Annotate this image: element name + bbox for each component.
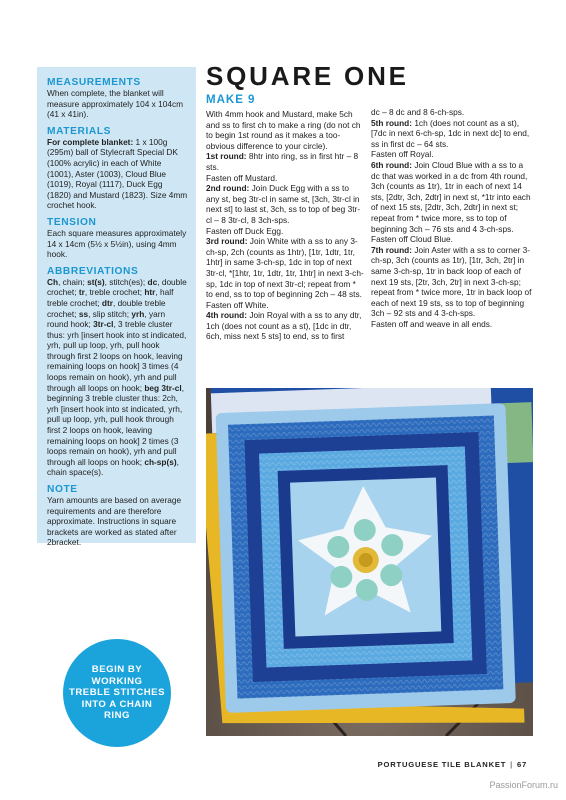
abbr-term: tr	[78, 287, 85, 298]
callout-line: TREBLE STITCHES	[69, 687, 165, 699]
note-heading: NOTE	[47, 484, 78, 495]
page-title: SQUARE ONE	[206, 61, 409, 91]
callout-line: BEGIN BY	[91, 664, 143, 676]
abbr-term: dc	[147, 276, 158, 287]
abbr-def: , yarn round hook;	[47, 308, 166, 330]
abbr-term: dtr	[101, 297, 113, 308]
round-label: 6th round:	[371, 159, 413, 170]
pattern-column-2	[371, 107, 533, 329]
abbr-def: , stitch(es);	[104, 276, 148, 287]
round-label: 1st round:	[206, 151, 247, 162]
round-text: Fasten off Royal.	[371, 149, 434, 160]
abbr-def: , beginning 3 treble cluster thus: 2ch, yrh [insert hook into st indicated, yrh, pull up loop, yrh, pull hook through first 2 loops on hook, leaving remaining loops on hook] 2 times (3 loops remain on hook), yrh and pull through all loops on hook;	[47, 382, 184, 467]
abbr-term: 3tr-cl	[93, 319, 114, 330]
callout-line: INTO A CHAIN	[81, 698, 153, 710]
pattern-paragraph	[371, 319, 533, 330]
abbr-def: , half treble crochet;	[47, 287, 174, 308]
round-text: Join Cloud Blue with a ss to a dc that was worked in a dc from 4th round, 3ch (counts as 1tr), 1tr in each of next 14 sts, [2dtr, 3ch, 2dtr] in next st, *1tr into each of next 15 sts, [2dtr, 3ch, 2dtr] in next st; repeat from * twice more, ss to top of beginning 3ch – 76 sts and 4 3-ch-sps.	[371, 159, 531, 234]
abbr-term: ch-sp(s)	[144, 456, 177, 467]
pattern-paragraph	[371, 234, 533, 245]
abbr-term: yrh	[131, 308, 145, 319]
pattern-paragraph	[206, 310, 364, 342]
round-text: Join White with a ss to any 3-ch-sp, 2ch (counts as 1htr), [1tr, 1dtr, 1tr, 1htr] in same 3-ch-sp, 1dc in top of next 3tr-cl, *[1htr, 1tr, 1dtr, 1tr, 1htr] in next 3-ch-sp, 1dc in top of next 3tr-cl; repeat from * to end, ss to top of beginning 2ch – 48 sts.	[206, 236, 364, 300]
abbr-def: , slip stitch;	[88, 308, 132, 319]
pattern-paragraph	[371, 149, 533, 160]
abbr-def: , chain space(s).	[47, 456, 179, 478]
materials-body: 1 x 100g (295m) ball of Stylecraft Special DK (100% acrylic) in each of White (1001), Aster (1003), Cloud Blue (1019), Royal (1117), Duck Egg (1820) and Mustard (1823). Size 4mm crochet hook.	[47, 136, 188, 211]
round-text: Join Duck Egg with a ss to any st, beg 3tr-cl in same st, [3ch, 3tr-cl in next st] to last st, 3ch, ss to top of beg 3tr-cl – 8 3tr-cl, 8 3ch-sps.	[206, 183, 361, 225]
measurements-heading: MEASUREMENTS	[47, 77, 141, 88]
pattern-paragraph	[206, 226, 364, 237]
round-text: Join Royal with a ss to any dtr, 1ch (does not count as a st), [1dc in dtr, 6ch, miss next 5 sts] to end, ss to first	[206, 310, 362, 342]
watermark: PassionForum.ru	[489, 780, 558, 790]
round-text: With 4mm hook and Mustard, make 5ch and ss to first ch to make a ring (do not ch to begin 1st round as it makes a too-obvious difference to your circle).	[206, 109, 361, 151]
round-label: 7th round:	[371, 244, 413, 255]
footer-section: PORTUGUESE TILE BLANKET	[377, 760, 507, 769]
crochet-blanket-photo	[206, 388, 533, 736]
abbreviations-text	[47, 277, 188, 478]
callout-circle	[63, 639, 171, 747]
pattern-paragraph	[371, 107, 533, 118]
pattern-paragraph	[206, 173, 364, 184]
abbr-term: st(s)	[87, 276, 105, 287]
pattern-paragraph	[371, 118, 533, 150]
measurements-text: When complete, the blanket will measure approximately 104 x 104cm (41 x 41in).	[47, 88, 184, 120]
pattern-paragraph	[206, 151, 364, 172]
pattern-paragraph	[371, 160, 533, 234]
callout-line: WORKING	[91, 675, 143, 687]
abbr-term: Ch	[47, 276, 59, 287]
pattern-column-1	[206, 109, 364, 342]
round-text: Fasten off and weave in all ends.	[371, 318, 493, 329]
round-text: dc – 8 dc and 8 6-ch-sps.	[371, 107, 465, 117]
round-label: 3rd round:	[206, 236, 248, 247]
abbreviations-heading: ABBREVIATIONS	[47, 265, 139, 277]
materials-text	[47, 137, 188, 211]
abbr-term: ss	[78, 308, 89, 319]
round-text: Fasten off Cloud Blue.	[371, 234, 453, 245]
footer-separator: |	[510, 760, 513, 769]
round-text: Join Aster with a ss to corner 3-ch-sp, 3ch (counts as 1tr), [1tr, 3ch, 2tr] in same 3-ch-sp, 1tr in back loop of each of next 19 sts, [2tr, 3ch, 2tr] in next 3-ch-sp; repeat from * twice more, 1tr in back loop of each of next 19 sts, ss to top of beginning 3ch – 92 sts and 4 3-ch-sps.	[371, 244, 532, 319]
abbr-term: beg 3tr-cl	[144, 382, 182, 393]
round-label: 5th round:	[371, 117, 413, 128]
tension-text: Each square measures approximately 14 x 14cm (5½ x 5½in), using 4mm hook.	[47, 227, 187, 260]
page-footer	[378, 760, 527, 769]
round-text: Fasten off Duck Egg.	[206, 225, 284, 236]
materials-lead: For complete blanket:	[47, 136, 134, 147]
note-text: Yarn amounts are based on average requirements and are therefore approximate. Instructions in square brackets are worked as stated after 2bracket.	[47, 495, 182, 548]
abbr-term: htr	[144, 287, 156, 298]
abbr-def: , 3 treble cluster thus: yrh [insert hook into st indicated, yrh, pull up loop, yrh, pull hook through first 2 loops on hook, leaving remaining loops on hook] 3 times (4 loops remain on hook), yrh and pull through all loops on hook;	[47, 319, 187, 393]
sidebar-panel	[37, 67, 196, 548]
round-text: 8htr into ring, ss in first htr – 8 sts.	[206, 151, 359, 172]
pattern-paragraph	[206, 109, 364, 151]
pattern-paragraph	[206, 300, 364, 311]
page-number: 67	[516, 760, 527, 769]
page-subtitle: MAKE 9	[206, 94, 256, 106]
tension-heading: TENSION	[47, 216, 97, 228]
round-text: Fasten off White.	[206, 299, 269, 310]
callout-line: RING	[104, 710, 130, 722]
abbr-def: , treble crochet;	[84, 287, 145, 298]
round-text: 1ch (does not count as a st), [7dc in next 6-ch-sp, 1dc in next dc] to end, ss in first dc – 64 sts.	[371, 117, 530, 149]
abbr-def: , double crochet;	[47, 276, 187, 298]
abbr-def: , double treble crochet;	[47, 297, 166, 319]
round-text: Fasten off Mustard.	[206, 172, 278, 183]
abbr-def: , chain;	[58, 276, 88, 287]
materials-heading: MATERIALS	[47, 125, 112, 137]
round-label: 2nd round:	[206, 183, 250, 194]
pattern-paragraph	[206, 236, 364, 300]
round-label: 4th round:	[206, 310, 248, 321]
pattern-paragraph	[206, 183, 364, 225]
pattern-paragraph	[371, 245, 533, 319]
